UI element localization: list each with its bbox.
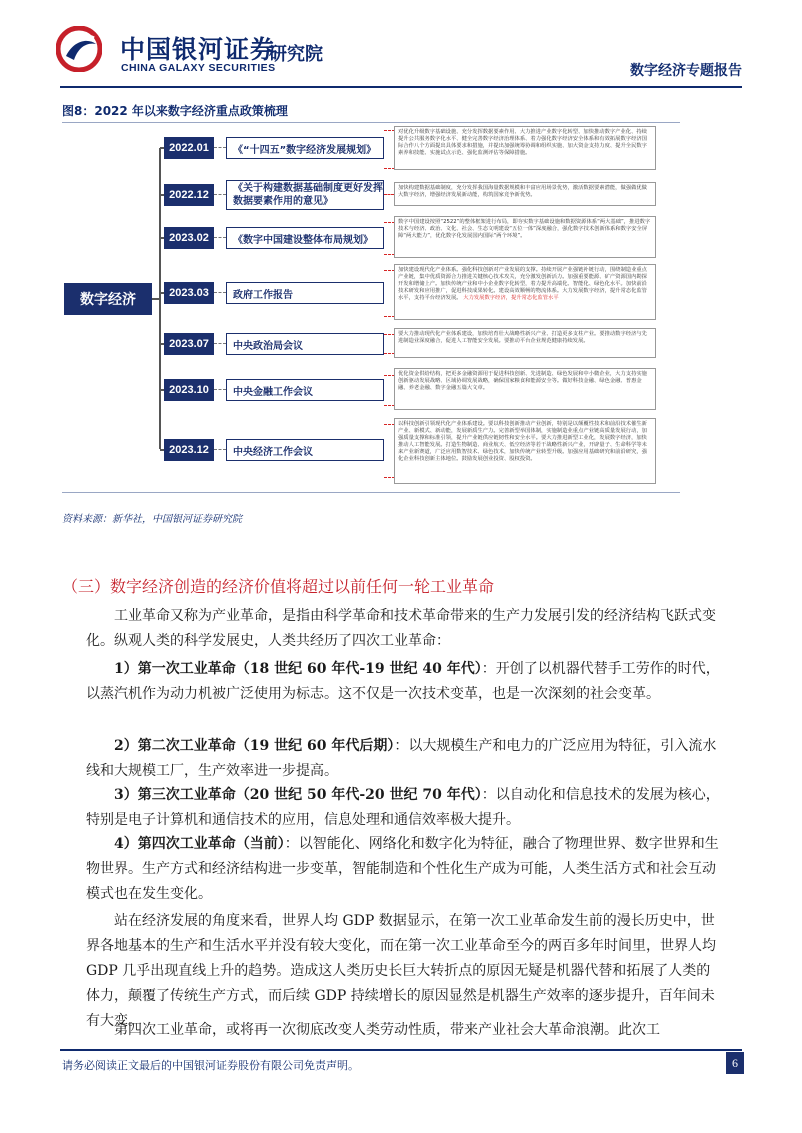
- bracket-connector: [384, 194, 394, 195]
- paragraph-last: 第四次工业革命，或将再一次彻底改变人类劳动性质，带来产业社会大革命浪潮。此次工: [114, 1022, 660, 1038]
- figure-title: 图8：2022 年以来数字经济重点政策梳理: [62, 104, 288, 118]
- timeline-date: 2022.01: [164, 137, 214, 159]
- dashed-connector: [214, 147, 226, 148]
- timeline-date: 2023.02: [164, 227, 214, 249]
- policy-description: 对优化升级数字基础设施、充分发挥数据要素作用、大力推进产业数字化转型、加快推动数字产业化、持续提升公共服务数字化水平、健全完善数字经济治理体系、着力强化数字经济安全体系和有效拓展数字经济国际合作八个方面提出具体要求和措施，并提出加强统筹协调和组织实施、加大资金支持力度、提升全民数字素养和技能、实施试点示范、强化监测评估等保障措施。: [394, 126, 656, 170]
- dashed-connector: [214, 449, 226, 450]
- policy-description: 优化资金供给结构，把更多金融资源用于促进科技创新、先进制造、绿色发展和中小微企业，大力支持实施创新驱动发展战略、区域协调发展战略，确保国家粮食和能源安全等。做好科技金融、绿色金融、普惠金融、养老金融、数字金融五篇大文章。: [394, 368, 656, 410]
- policy-name: 中央经济工作会议: [226, 439, 384, 461]
- dashed-connector: [214, 343, 226, 344]
- figure-bottom-rule: [62, 492, 680, 493]
- timeline-date: 2023.10: [164, 379, 214, 401]
- dashed-connector: [214, 389, 226, 390]
- dashed-connector: [214, 292, 226, 293]
- timeline-date: 2022.12: [164, 184, 214, 206]
- paragraph-revolution-4: [86, 832, 722, 907]
- policy-description: 数字中国建设按照“2522”的整体框架进行布局，即夯实数字基础设施和数据资源体系“两大基础”，推进数字技术与经济、政治、文化、社会、生态文明建设“五位一体”深度融合，强化数字技术创新体系和数字安全屏障“两大能力”，优化数字化发展国内国际“两个环境”。: [394, 216, 656, 258]
- policy-description: [394, 264, 656, 320]
- footer-divider: [60, 1049, 742, 1051]
- diagram-root-node: 数字经济: [64, 283, 152, 315]
- dashed-connector: [214, 194, 226, 195]
- policy-name: 《关于构建数据基础制度更好发挥数据要素作用的意见》: [226, 180, 384, 210]
- paragraph-revolution-3: [86, 783, 722, 833]
- policy-description-text: 加快建设现代化产业体系。强化科技创新对产业发展的支撑。持续开展产业强链补链行动，围绕制造业重点产业链，集中优质资源合力推进关键核心技术攻关，充分激发创新活力。加强重要能源、矿产资源国内勘探开发和增储上产。加快传统产业和中小企业数字化转型，着力提升高端化、智能化、绿色化水平。加快前沿技术研发和应用推广，促进科技成果转化。建设高效顺畅的物流体系。大力发展数字经济，提升常态化监管水平，支持平台经济发展。: [398, 267, 647, 302]
- policy-description: 以科技创新引领现代化产业体系建设。要以科技创新推动产业创新，特别是以颠覆性技术和前沿技术催生新产业、新模式、新动能，发展新质生产力。完善新型举国体制，实施制造业重点产业链高质量发展行动，加强质量支撑和标准引领，提升产业链供应链韧性和安全水平。要大力推进新型工业化，发展数字经济，加快推动人工智能发展。打造生物制造、商业航天、低空经济等若干战略性新兴产业，开辟量子、生命科学等未来产业新赛道，广泛应用数智技术、绿色技术，加快传统产业转型升级。加强应用基础研究和前沿研究，强化企业科技创新主体地位。鼓励发展创业投资、股权投资。: [394, 418, 656, 484]
- paragraph-gdp: 站在经济发展的角度来看，世界人均 GDP 数据显示，在第一次工业革命发生前的漫长历史中，世界各地基本的生产和生活水平并没有较大变化，而在第一次工业革命至今的两百多年时间里，世界人均 GDP 几乎出现直线上升的趋势。造成这人类历史长巨大转折点的原因无疑是机器代替和拓展了人类的体力，颠覆了传统生产方式，而后续 GDP 持续增长的原因显然是机器生产效率的逐步提升，百年间未有大变。: [86, 913, 716, 1029]
- revolution-2-text: ：以大规模生产和电力的广泛应用为特征，引入流水线和大规模工厂，生产效率进一步提高。: [86, 738, 717, 779]
- revolution-1-heading: 1）第一次工业革命（18 世纪 60 年代-19 世纪 40 年代）: [114, 661, 482, 677]
- policy-name: 政府工作报告: [226, 282, 384, 304]
- revolution-3-text: ：以自动化和信息技术的发展为核心，特别是电子计算机和通信技术的应用，信息处理和通信效率极大提升。: [86, 787, 720, 828]
- figure-top-rule: [62, 122, 680, 123]
- dashed-connector: [214, 237, 226, 238]
- page-number: 6: [726, 1052, 744, 1074]
- timeline-date: 2023.12: [164, 439, 214, 461]
- brand-institute: 研究院: [269, 44, 323, 65]
- policy-name: 《“十四五”数字经济发展规划》: [226, 137, 384, 159]
- footer-disclaimer: 请务必阅读正文最后的中国银河证券股份有限公司免责声明。: [62, 1059, 359, 1072]
- paragraph-revolution-2: [86, 734, 722, 784]
- section-heading: （三）数字经济创造的经济价值将超过以前任何一轮工业革命: [62, 577, 495, 596]
- brand-name-en: CHINA GALAXY SECURITIES: [121, 62, 276, 74]
- galaxy-logo-icon: [56, 26, 102, 72]
- figure-source: 资料来源：新华社，中国银河证券研究院: [62, 514, 242, 525]
- revolution-1-text: ：开创了以机器代替手工劳作的时代，以蒸汽机作为动力机被广泛使用为标志。这不仅是一次技术变革，也是一次深刻的社会变革。: [86, 661, 720, 702]
- policy-highlight: 大力发展数字经济，提升常态化监管水平: [463, 295, 559, 302]
- policy-name: 《数字中国建设整体布局规划》: [226, 227, 384, 249]
- revolution-4-heading: 4）第四次工业革命（当前）: [114, 836, 285, 852]
- timeline-date: 2023.03: [164, 282, 214, 304]
- paragraph-intro: 工业革命又称为产业革命，是指由科学革命和技术革命带来的生产力发展引发的经济结构飞跃式变化。纵观人类的科学发展史，人类共经历了四次工业革命：: [86, 608, 716, 649]
- revolution-3-heading: 3）第三次工业革命（20 世纪 50 年代-20 世纪 70 年代）: [114, 787, 482, 803]
- policy-name: 中央政治局会议: [226, 333, 384, 355]
- policy-description: 加快构建数据基础制度，充分发挥我国海量数据规模和丰富应用场景优势，激活数据要素潜能，做强做优做大数字经济，增强经济发展新动能，构筑国家竞争新优势。: [394, 182, 656, 206]
- revolution-2-heading: 2）第二次工业革命（19 世纪 60 年代后期）: [114, 738, 395, 754]
- policy-name: 中央金融工作会议: [226, 379, 384, 401]
- timeline-date: 2023.07: [164, 333, 214, 355]
- paragraph-revolution-1: [86, 657, 722, 707]
- brand-name-cn: 中国银河证券: [120, 35, 277, 64]
- report-title: 数字经济专题报告: [630, 63, 742, 79]
- revolution-4-text: ：以智能化、网络化和数字化为特征，融合了物理世界、数字世界和生物世界。生产方式和经济结构进一步变革，智能制造和个性化生产成为可能，人类生活方式和社会互动模式也在发生变化。: [86, 836, 719, 902]
- policy-description: 要大力推动现代化产业体系建设，加快培育壮大战略性新兴产业、打造更多支柱产业。要推动数字经济与先进制造业深度融合，促进人工智能安全发展。要推动平台企业规范健康持续发展。: [394, 328, 656, 358]
- header-divider: [60, 86, 742, 88]
